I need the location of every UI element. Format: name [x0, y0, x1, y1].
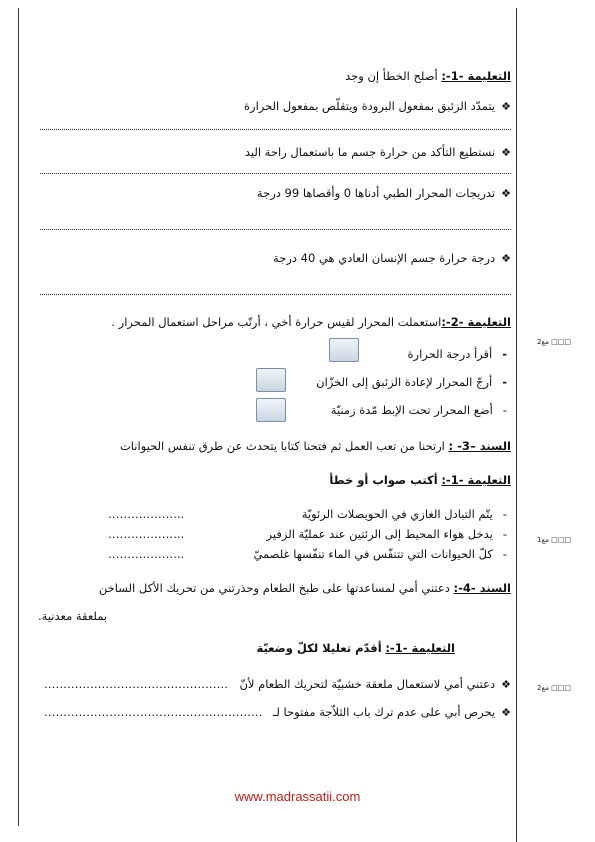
diamond-bullet-icon: ❖	[501, 678, 511, 691]
task1-item-text: تدريجات المحرار الطبي أدناها 0 وأقصاها 99 درجة	[256, 186, 496, 200]
sanad4-text: دعتني أمي لمساعدتها على طبخ الطعام وحذرتني من تحريك الأكل الساخن	[98, 581, 450, 595]
sanad3-item	[302, 506, 507, 522]
task2-step	[316, 374, 507, 390]
task2-step-text: أقرأ درجة الحرارة	[407, 347, 493, 361]
task1-instruction: أصلح الخطأ إن وجد	[345, 69, 438, 83]
task2-heading: التعليمة -2-:	[441, 315, 511, 329]
sanad3-label: السند –3- :	[448, 439, 511, 453]
task1-item-text: درجة حرارة جسم الإنسان العادي هي 40 درجة	[273, 251, 496, 265]
sanad4-answer-dots[interactable]: …………………………………………………	[44, 705, 263, 719]
task2-step	[331, 402, 507, 418]
right-frame-line	[516, 8, 517, 842]
sanad4-label: السند -4-:	[453, 581, 511, 595]
diamond-bullet-icon: ❖	[501, 146, 511, 159]
answer-dotted-line[interactable]	[40, 220, 511, 230]
diamond-bullet-icon: ❖	[501, 187, 511, 200]
task1-item	[244, 98, 511, 115]
task1-item	[257, 185, 511, 202]
sanad3-answer-dots[interactable]: ………………..	[108, 547, 185, 561]
task1-item	[245, 144, 511, 161]
sanad3-task-heading: التعليمة -1-:	[441, 473, 511, 487]
left-frame-line	[18, 8, 19, 826]
sanad4-task-instruction: أقدّم تعليلا لكلّ وضعيّة	[256, 641, 382, 655]
footer-website-url: www.madrassatii.com	[234, 789, 361, 804]
task2-step-text: أرجّ المحرار لإعادة الزئبق إلى الخزّان	[316, 375, 493, 389]
margin-criterion-mark: مع2 □□□	[537, 338, 572, 346]
sanad4-task-heading: التعليمة -1-:	[385, 641, 455, 655]
task2-header	[111, 314, 511, 330]
task1-item-text: نستطيع التأكد من حرارة جسم ما باستعمال راحة اليد	[244, 145, 496, 159]
sanad4-item-text: دعتني أمي لاستعمال ملعقة خشبيّة لتحريك الطعام لأنّ	[239, 677, 496, 691]
task2-instruction: استعملت المحرار لقيس حرارة أخي ، أرتّب مراحل استعمال المحرار .	[111, 315, 442, 329]
task1-item	[273, 250, 511, 267]
task1-heading: التعليمة -1-:	[441, 69, 511, 83]
task2-step	[407, 346, 507, 362]
sanad3-item	[254, 546, 507, 562]
sanad3-text: ارتحنا من تعب العمل ثم فتحنا كتابا يتحدث عن طرق تنفس الحيوانات	[119, 439, 445, 453]
answer-dotted-line[interactable]	[40, 120, 511, 130]
task1-item-text: يتمدّد الزئبق بمفعول البرودة ويتقلّص بمفعول الحرارة	[243, 99, 496, 113]
sanad4-text-cont: بملعقة معدنية.	[38, 609, 108, 623]
task2-step-text: أضع المحرار تحت الإبط مّدة زمنيّة	[330, 403, 493, 417]
sanad3-answer-dots[interactable]: ………………..	[108, 507, 185, 521]
order-input-box[interactable]	[256, 368, 286, 392]
dash-bullet: -	[502, 527, 507, 541]
sanad3-item-text: يدخل هواء المحيط إلى الرئتين عند عمليّة الزفير	[266, 527, 493, 541]
sanad3-task-header	[329, 472, 511, 488]
dash-bullet: -	[502, 403, 507, 417]
order-input-box[interactable]	[256, 398, 286, 422]
margin-criterion-mark: مع1 □□□	[537, 536, 572, 544]
sanad4-line	[99, 580, 511, 596]
sanad3-task-instruction: أكتب صواب أو خطأ	[329, 473, 438, 487]
sanad4-task-header	[256, 640, 455, 656]
sanad3-item-text: يتّم التبادل الغازي في الحويصلات الرئويّة	[301, 507, 493, 521]
sanad3-answer-dots[interactable]: ………………..	[108, 527, 185, 541]
sanad4-item	[273, 704, 511, 721]
sanad4-item	[239, 676, 511, 693]
task1-header	[345, 68, 511, 84]
margin-criterion-mark: مع2 □□□	[537, 684, 572, 692]
dash-bullet: -	[502, 507, 507, 521]
order-input-box[interactable]	[329, 338, 359, 362]
answer-dotted-line[interactable]	[40, 164, 511, 174]
sanad3-item-text: كلّ الحيوانات التي تتنفّس في الماء تنفّسها غلصميّ	[253, 547, 493, 561]
dash-bullet: -	[502, 547, 507, 561]
sanad4-answer-dots[interactable]: …………………………………………	[44, 677, 228, 691]
dash-bullet: -	[502, 347, 507, 361]
diamond-bullet-icon: ❖	[501, 100, 511, 113]
diamond-bullet-icon: ❖	[501, 252, 511, 265]
diamond-bullet-icon: ❖	[501, 706, 511, 719]
sanad3-item	[267, 526, 507, 542]
sanad4-item-text: يحرص أبي على عدم ترك باب الثلاّجة مفتوحا لـ	[273, 705, 496, 719]
answer-dotted-line[interactable]	[40, 285, 511, 295]
dash-bullet: -	[502, 375, 507, 389]
sanad3-line	[120, 438, 511, 454]
